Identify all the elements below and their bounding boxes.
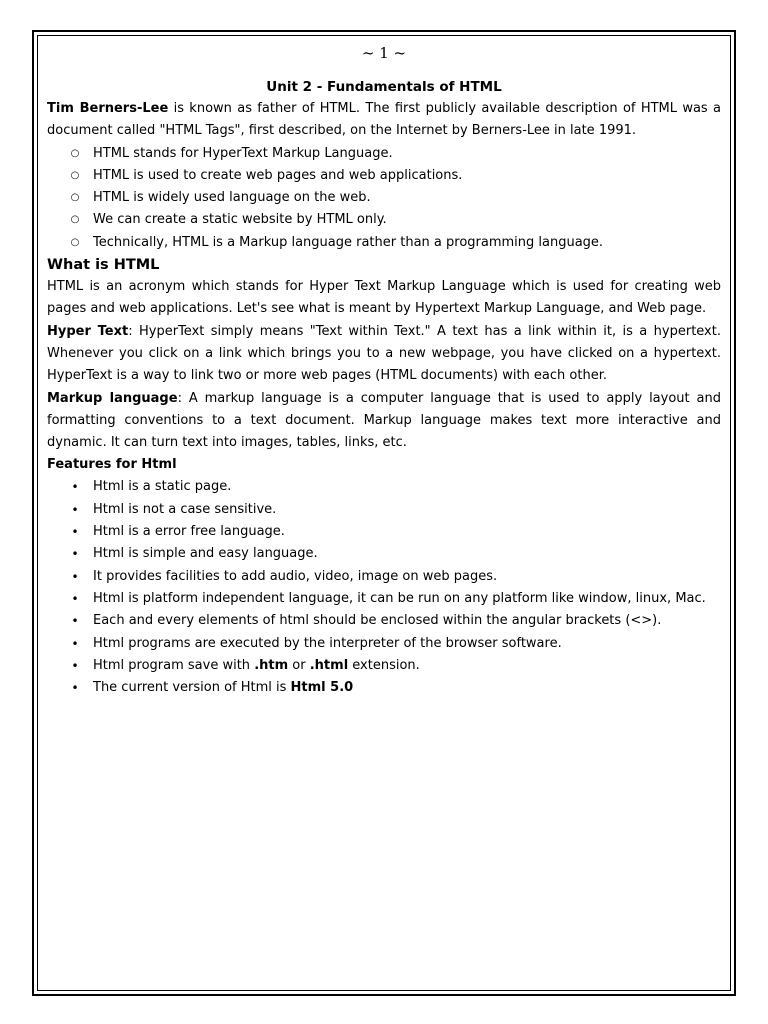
disc-bullet-icon: •: [71, 569, 79, 584]
disc-bullet-icon: •: [71, 547, 79, 562]
list-item-text: Technically, HTML is a Markup language rather than a programming language.: [93, 234, 604, 250]
list-item-text: HTML stands for HyperText Markup Language.: [93, 145, 393, 161]
hypertext-text: : HyperText simply means "Text within Text." A text has a link within it, is a hypertext. Whenever you click on a link which brings you to a new webpage, you have clicked on a hypertext. HyperText is a way to link two or more web pages (HTML documents) with each other.: [47, 323, 721, 384]
list-item-text: It provides facilities to add audio, video, image on web pages.: [93, 568, 498, 584]
save-item-suffix: extension.: [348, 657, 420, 673]
list-item: [47, 521, 721, 543]
list-item-text: We can create a static website by HTML only.: [93, 212, 387, 228]
save-item-ext-html: .html: [309, 657, 349, 673]
disc-bullet-icon: •: [71, 502, 79, 517]
features-list: [47, 476, 721, 699]
list-item: [47, 165, 721, 187]
circle-bullet-icon: ○: [70, 169, 80, 181]
list-item: [47, 588, 721, 610]
circle-bullet-icon: ○: [70, 147, 80, 159]
disc-bullet-icon: •: [71, 681, 79, 696]
disc-bullet-icon: •: [71, 658, 79, 673]
list-item: [47, 476, 721, 498]
list-item-text: Html is simple and easy language.: [93, 546, 318, 562]
list-item: [47, 499, 721, 521]
list-item: [47, 566, 721, 588]
hypertext-paragraph: [47, 321, 721, 388]
circle-bullet-icon: ○: [70, 192, 80, 204]
markup-paragraph: [47, 388, 721, 455]
list-item: [47, 610, 721, 632]
markup-text: : A markup language is a computer language that is used to apply layout and formatting conventions to a text document. Markup language makes text more interactive and dynamic. It can turn text into images, tables, links, etc.: [47, 390, 721, 451]
page-number: ~ 1 ~: [361, 44, 407, 62]
list-item: [47, 655, 721, 677]
intro-paragraph: [47, 98, 721, 143]
page-title: Unit 2 - Fundamentals of HTML: [266, 79, 502, 95]
circle-bullet-icon: ○: [70, 236, 80, 248]
what-is-html-heading: What is HTML: [47, 257, 160, 274]
list-item: [47, 543, 721, 565]
list-item: [47, 143, 721, 165]
markup-term: Markup language: [47, 390, 178, 406]
intro-text: is known as father of HTML. The first publicly available description of HTML was a document called "HTML Tags", first described, on the Internet by Berners-Lee in late 1991.: [47, 101, 721, 139]
what-is-html-paragraph: HTML is an acronym which stands for Hyper Text Markup Language which is used for creating web pages and web applications. Let's see what is meant by Hypertext Markup Language, and Web page.: [47, 279, 721, 317]
document-page: [47, 40, 721, 699]
list-item-text: HTML is widely used language on the web.: [93, 190, 371, 206]
intro-points-list: [47, 143, 721, 254]
list-item-text: Html programs are executed by the interpreter of the browser software.: [93, 635, 562, 651]
save-item-middle: or: [288, 657, 310, 673]
list-item-text: Html is not a case sensitive.: [93, 501, 277, 517]
version-item-prefix: The current version of Html is: [93, 680, 291, 696]
save-item-prefix: Html program save with: [93, 657, 255, 673]
version-item-value: Html 5.0: [290, 680, 354, 696]
disc-bullet-icon: •: [71, 525, 79, 540]
disc-bullet-icon: •: [71, 636, 79, 651]
list-item: [47, 209, 721, 231]
list-item-text: HTML is used to create web pages and web applications.: [93, 167, 463, 183]
intro-bold-name: Tim Berners-Lee: [47, 101, 169, 116]
list-item: [47, 677, 721, 699]
list-item: [47, 187, 721, 209]
circle-bullet-icon: ○: [70, 214, 80, 226]
list-item-text: Each and every elements of html should be enclosed within the angular brackets (<>).: [93, 613, 662, 629]
hypertext-term: Hyper Text: [47, 323, 129, 339]
save-item-ext-htm: .htm: [254, 657, 289, 673]
list-item: [47, 633, 721, 655]
disc-bullet-icon: •: [71, 591, 79, 606]
list-item-text: Html is platform independent language, it can be run on any platform like window, linux, Mac.: [93, 590, 706, 606]
features-heading: Features for Html: [47, 457, 177, 473]
disc-bullet-icon: •: [71, 480, 79, 495]
list-item-text: Html is a error free language.: [93, 524, 285, 540]
disc-bullet-icon: •: [71, 614, 79, 629]
list-item: [47, 232, 721, 254]
list-item-text: Html is a static page.: [93, 479, 232, 495]
